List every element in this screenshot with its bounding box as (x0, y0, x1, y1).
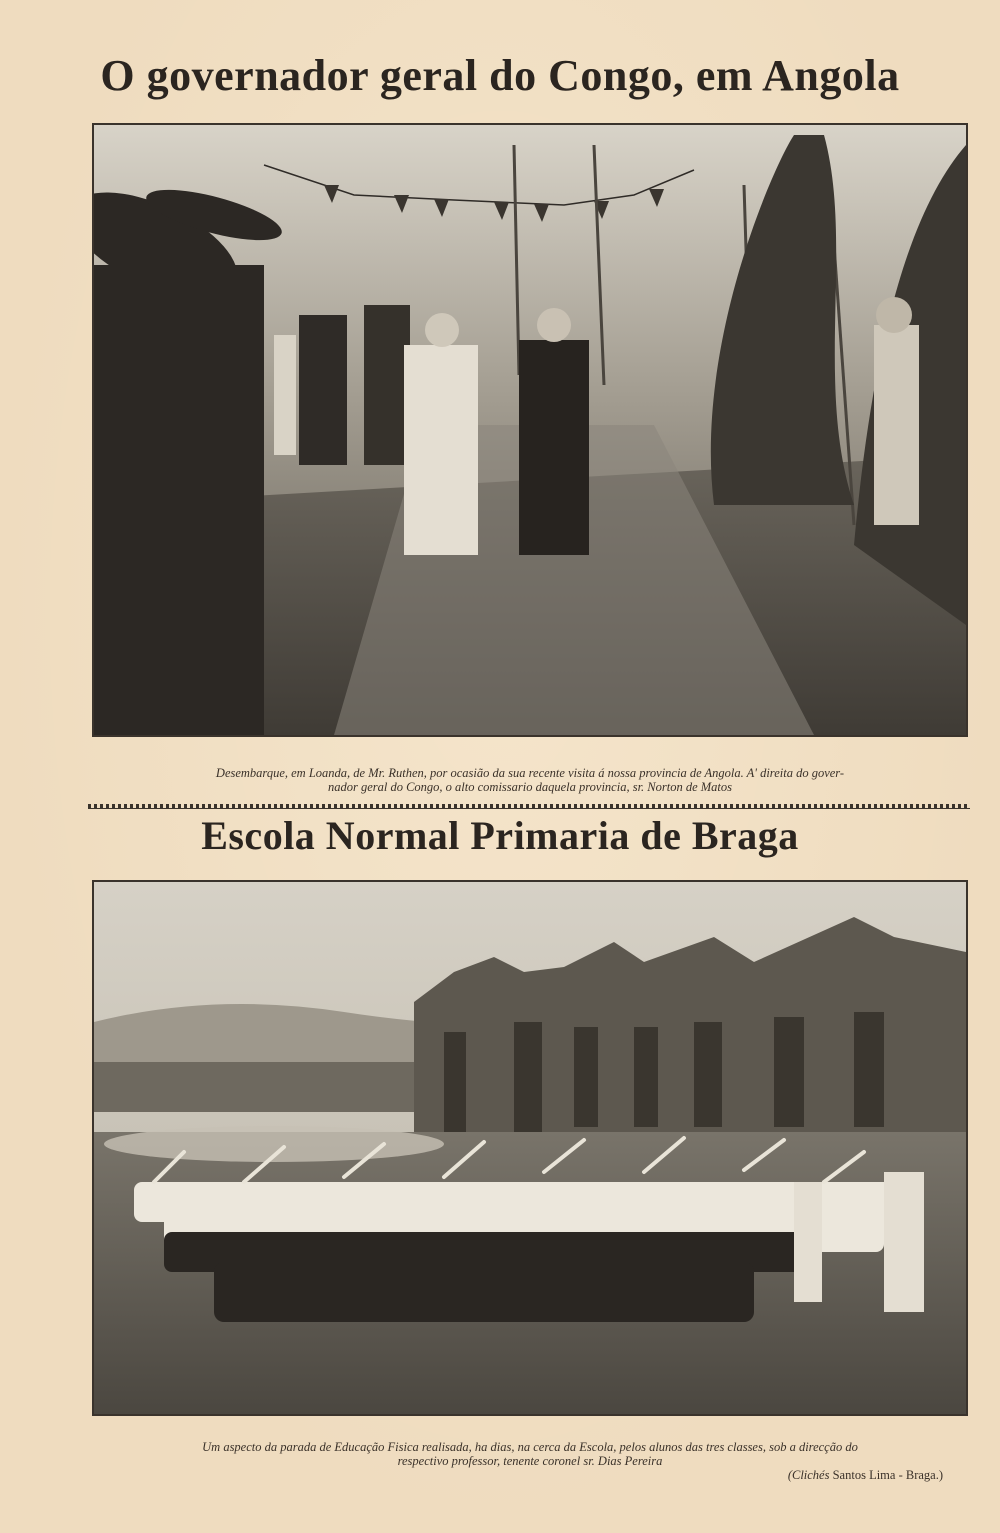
caption-congo (85, 766, 975, 794)
section-divider (88, 804, 970, 809)
photo-credit (788, 1468, 943, 1483)
headline-congo-governor: O governador geral do Congo, em Angola (100, 51, 900, 100)
credit-text: Santos Lima - Braga.) (832, 1468, 943, 1482)
caption-congo-line-1: Desembarque, em Loanda, de Mr. Ruthen, por ocasião da sua recente visita á nossa provincia de Angola. A' direita do gover- (215, 766, 845, 780)
caption-braga (85, 1440, 975, 1468)
caption-congo-line-2: nador geral do Congo, o alto comissario daquela provincia, sr. Norton de Matos (327, 780, 733, 794)
gymnastics-photo-illustration (94, 882, 966, 1414)
photo-landing-procession (92, 123, 968, 737)
caption-braga-line-2: respectivo professor, tenente coronel sr. Dias Pereira (397, 1454, 663, 1468)
photo-gymnastics-parade (92, 880, 968, 1416)
procession-photo-illustration (94, 125, 966, 735)
credit-prefix: (Clichés (787, 1468, 830, 1482)
caption-braga-line-1: Um aspecto da parada de Educação Fisica realisada, ha dias, na cerca da Escola, pelos alunos das tres classes, sob a direcção do (202, 1440, 858, 1454)
headline-braga-school: Escola Normal Primaria de Braga (201, 813, 799, 858)
